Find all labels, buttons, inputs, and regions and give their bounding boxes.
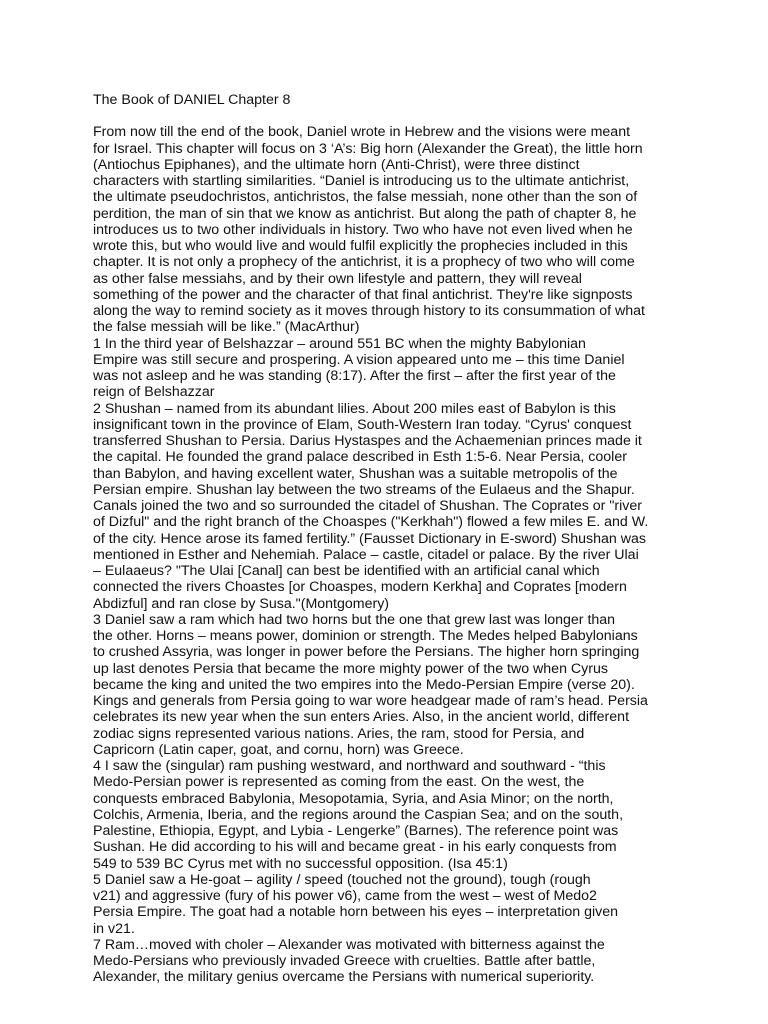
text-line: insignificant town in the province of Elam, South-Western Iran today. “Cyrus' conquest — [93, 416, 632, 433]
text-line: characters with startling similarities. “Daniel is introducing us to the ultimate antichrist, — [93, 173, 630, 189]
text-line: (Antiochus Epiphanes), and the ultimate horn (Anti-Christ), were three distinct — [93, 156, 580, 173]
text-line: Empire was still secure and prospering. A vision appeared unto me – this time Daniel — [93, 351, 625, 368]
text-line: along the way to remind society as it moves through history to its consummation of what — [93, 303, 645, 319]
text-line: perdition, the man of sin that we know as antichrist. But along the path of chapter 8, he — [93, 205, 637, 222]
text-line: mentioned in Esther and Nehemiah. Palace – castle, citadel or palace. By the river Ulai — [93, 546, 639, 563]
text-line: Medo-Persians who previously invaded Greece with cruelties. Battle after battle, — [93, 953, 596, 969]
text-line: Persia Empire. The goat had a notable horn between his eyes – interpretation given — [93, 904, 619, 921]
text-line: 3 Daniel saw a ram which had two horns but the one that grew last was longer than — [93, 611, 616, 628]
text-line: the ultimate pseudochristos, antichristos, the false messiah, none other than the son of — [93, 189, 638, 206]
text-line: 2 Shushan – named from its abundant lilies. About 200 miles east of Babylon is this — [93, 400, 616, 417]
text-line: 549 to 539 BC Cyrus met with no successful opposition. (Isa 45:1) — [93, 855, 508, 872]
text-line: Medo-Persian power is represented as coming from the east. On the west, the — [93, 774, 585, 791]
text-line: Palestine, Ethiopia, Egypt, and Lybia - Lengerke” (Barnes). The reference point was — [93, 823, 619, 839]
text-line: Colchis, Armenia, Iberia, and the regions around the Caspian Sea; and on the south, — [93, 806, 624, 823]
text-line: 7 Ram…moved with choler – Alexander was motivated with bitterness against the — [93, 936, 605, 953]
text-line: the other. Horns – means power, dominion or strength. The Medes helped Babylonians — [93, 628, 638, 644]
text-line: to crushed Assyria, was longer in power before the Persians. The higher horn springing — [93, 644, 640, 661]
paragraph — [93, 401, 693, 612]
text-line: transferred Shushan to Persia. Darius Hystaspes and the Achaemenian princes made it — [93, 433, 642, 449]
paragraph — [93, 124, 693, 335]
text-line: than Babylon, and having excellent water, Shushan was a suitable metropolis of the — [93, 465, 618, 482]
text-line: 1 In the third year of Belshazzar – around 551 BC when the mighty Babylonian — [93, 335, 586, 352]
text-line: as other false messiahs, and by their own lifestyle and pattern, they will reveal — [93, 270, 582, 287]
paragraph — [93, 336, 693, 401]
paragraph — [93, 758, 693, 872]
text-line: of the city. Hence arose its famed fertility.” (Fausset Dictionary in E-sword) Shushan was — [93, 530, 646, 547]
text-line: became the king and united the two empires into the Medo-Persian Empire (verse 20). — [93, 676, 635, 693]
paragraph — [93, 937, 693, 986]
text-line: Abdizful] and ran close by Susa."(Montgomery) — [93, 595, 390, 612]
text-line: v21) and aggressive (fury of his power v6), came from the west – west of Medo2 — [93, 888, 597, 904]
paragraph — [93, 872, 693, 937]
text-line: in v21. — [93, 920, 135, 937]
text-line: Capricorn (Latin caper, goat, and cornu, horn) was Greece. — [93, 741, 464, 758]
text-line: up last denotes Persia that became the more mighty power of the two when Cyrus — [93, 660, 608, 677]
text-line: zodiac signs represented various nations. Aries, the ram, stood for Persia, and — [93, 725, 585, 742]
text-line: 4 I saw the (singular) ram pushing westward, and northward and southward - “this — [93, 758, 606, 774]
text-line: wrote this, but who would live and would fulfil explicitly the prophecies included in this — [93, 238, 628, 254]
paragraph — [93, 612, 693, 758]
text-line: connected the rivers Choastes [or Choaspes, modern Kerkha] and Coprates [modern — [93, 579, 627, 596]
text-line: was not asleep and he was standing (8:17). After the first – after the first year of the — [93, 368, 616, 384]
text-line: 5 Daniel saw a He-goat – agility / speed (touched not the ground), tough (rough — [93, 871, 591, 888]
text-line: Alexander, the military genius overcame the Persians with numerical superiority. — [93, 969, 595, 986]
text-line: Sushan. He did according to his will and became great - in his early conquests from — [93, 839, 617, 856]
text-line: for Israel. This chapter will focus on 3 ‘A’s: Big horn (Alexander the Great), the little horn — [93, 140, 643, 157]
text-line: celebrates its new year when the sun enters Aries. Also, in the ancient world, different — [93, 709, 630, 726]
text-line: Canals joined the two and so surrounded the citadel of Shushan. The Coprates or "river — [93, 498, 642, 514]
text-line: of Dizful" and the right branch of the Choaspes ("Kerkhah") flowed a few miles E. and W. — [93, 514, 649, 531]
text-line: something of the power and the character of that final antichrist. They're like signposts — [93, 286, 633, 303]
text-line: – Eulaaeus? "The Ulai [Canal] can best be identified with an artificial canal which — [93, 563, 600, 579]
text-line: From now till the end of the book, Daniel wrote in Hebrew and the visions were meant — [93, 124, 631, 141]
text-line: chapter. It is not only a prophecy of the antichrist, it is a prophecy of two who will come — [93, 254, 635, 271]
text-line: the false messiah will be like.” (MacArthur) — [93, 319, 360, 336]
text-line: conquests embraced Babylonia, Mesopotamia, Syria, and Asia Minor; on the north, — [93, 790, 614, 807]
text-line: Kings and generals from Persia going to war wore headgear made of ram’s head. Persia — [93, 693, 648, 709]
text-line: the capital. He founded the grand palace described in Esth 1:5-6. Near Persia, cooler — [93, 449, 627, 466]
document-title: The Book of DANIEL Chapter 8 — [93, 92, 291, 108]
document-body — [93, 92, 693, 986]
paragraph-list — [93, 124, 693, 985]
text-line: Persian empire. Shushan lay between the two streams of the Eulaeus and the Shapur. — [93, 481, 635, 498]
text-line: reign of Belshazzar — [93, 384, 215, 401]
text-line: introduces us to two other individuals in history. Two who have not even lived when he — [93, 221, 633, 238]
